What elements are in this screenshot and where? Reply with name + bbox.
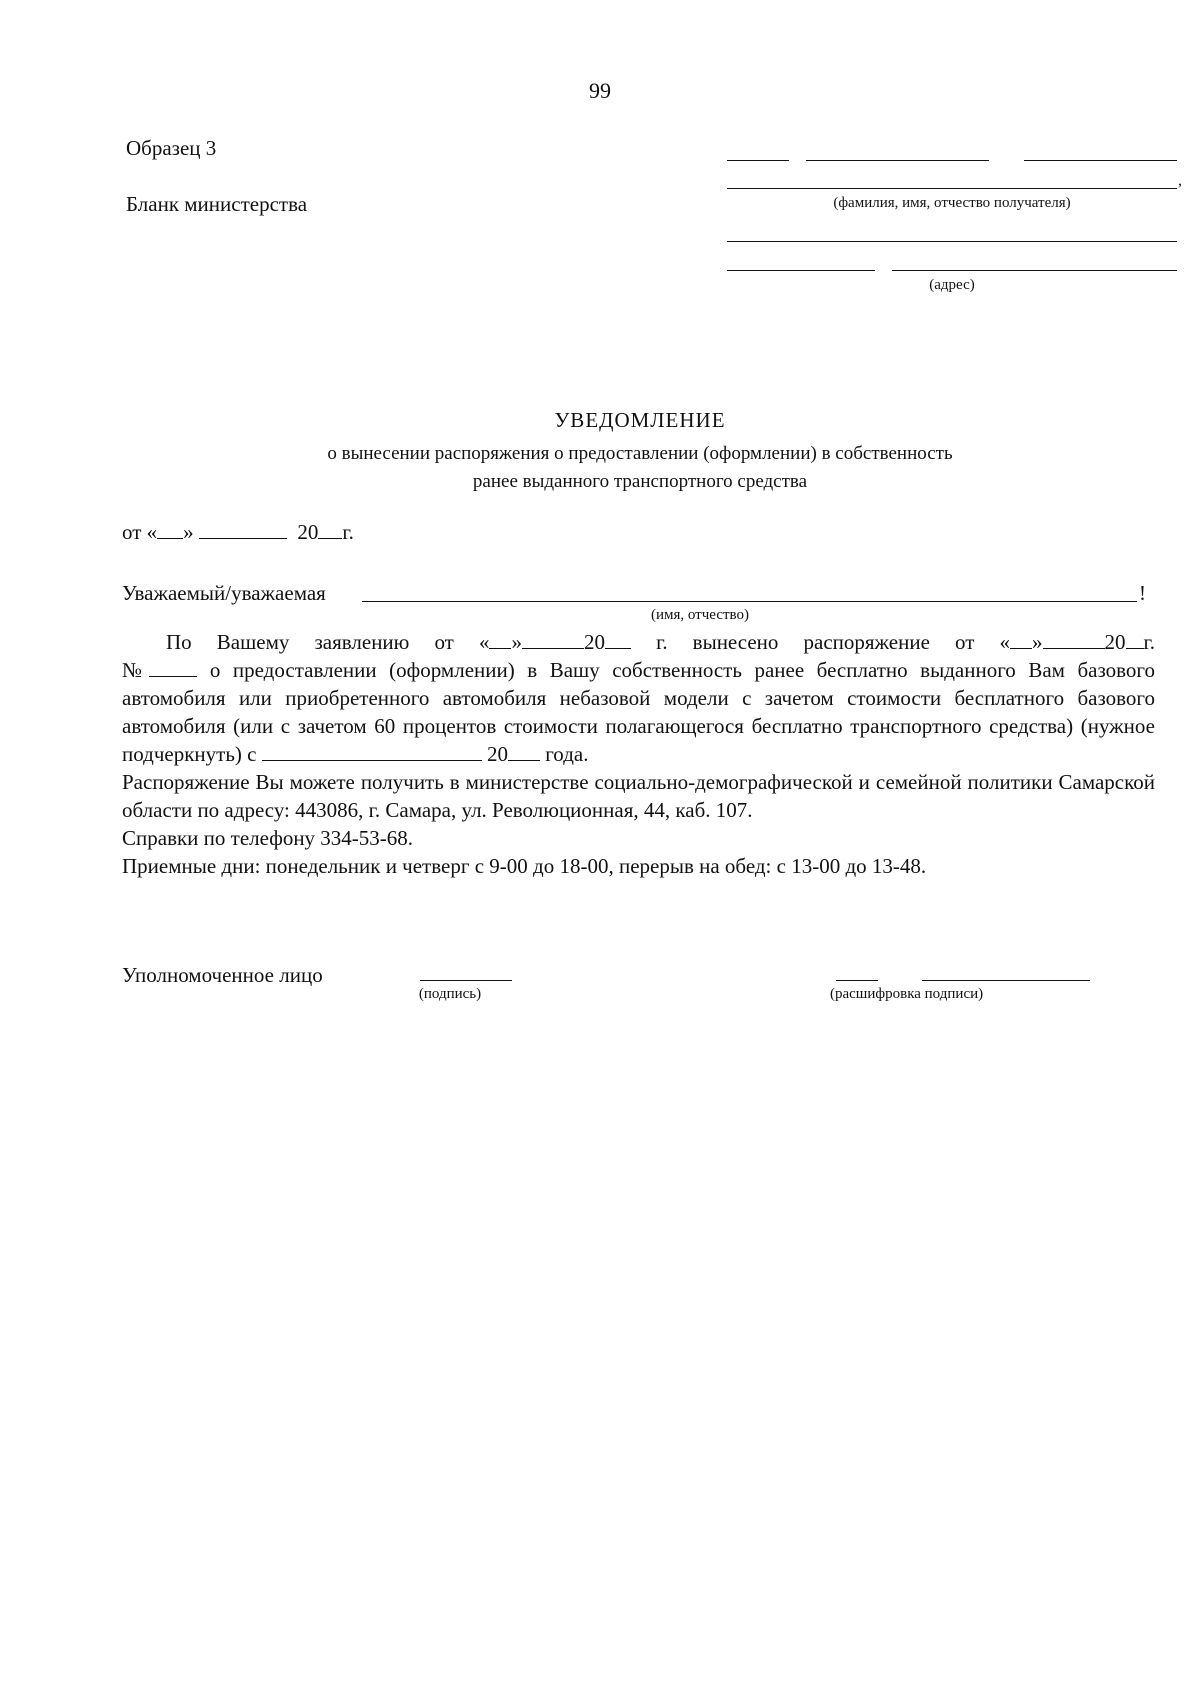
recipient-address-caption: (адрес) xyxy=(929,277,975,293)
application-from-text: По Вашему заявлению от « xyxy=(166,630,490,654)
body-paragraph-4: Приемные дни: понедельник и четверг с 9-00 до 18-00, перерыв на обед: с 13-00 до 13-48. xyxy=(122,854,927,878)
year-prefix: 20 xyxy=(297,520,319,544)
subtitle-line: о вынесении распоряжения о предоставлении (оформлении) в собственность xyxy=(327,443,953,464)
month-blank xyxy=(199,520,287,539)
order-number-blank xyxy=(149,658,197,677)
quote-close: » xyxy=(1032,630,1043,654)
recipient-name-caption: (фамилия, имя, отчество получателя) xyxy=(833,195,1071,211)
year-suffix: г. xyxy=(342,520,354,544)
since-year-suffix: года. xyxy=(545,742,589,766)
recipient-line xyxy=(727,160,789,161)
application-day-blank xyxy=(489,630,511,649)
decoding-line xyxy=(922,980,1090,981)
body-paragraph-2: Распоряжение Вы можете получить в министерстве социально-демографической и семейной политики Самарской области по адресу: 443086, г. Самара, ул. Революционная, 44, каб. 107. xyxy=(122,770,1155,822)
body-paragraph-1-line-1 xyxy=(122,628,1155,656)
subtitle-line: ранее выданного транспортного средства xyxy=(472,471,808,492)
recipient-line xyxy=(1024,160,1177,161)
document-title: УВЕДОМЛЕНИЕ xyxy=(554,408,726,432)
recipient-line xyxy=(806,160,989,161)
signature-caption: (подпись) xyxy=(418,986,482,1002)
order-issued-text: г. вынесено распоряжение от « xyxy=(656,630,1011,654)
page-number: 99 xyxy=(589,78,611,103)
order-year-blank xyxy=(1126,630,1144,649)
decoding-line xyxy=(836,980,878,981)
recipient-line xyxy=(892,270,1177,271)
document-subtitle xyxy=(0,440,1200,496)
application-year-prefix: 20 xyxy=(583,630,605,654)
notice-date-line xyxy=(122,520,354,545)
quote-close: » xyxy=(511,630,522,654)
since-year-blank xyxy=(508,742,540,761)
order-year-suffix: г. xyxy=(1143,630,1156,654)
date-quote-close: » xyxy=(183,520,194,544)
date-from-text: от « xyxy=(122,520,158,544)
application-month-blank xyxy=(522,630,584,649)
signature-line xyxy=(420,980,512,981)
greeting-name-line xyxy=(362,601,1137,602)
number-sign: № xyxy=(122,658,150,682)
since-year-prefix: 20 xyxy=(486,742,508,766)
comma-mark: , xyxy=(1178,172,1182,189)
decoding-caption: (расшифровка подписи) xyxy=(830,986,984,1002)
order-day-blank xyxy=(1010,630,1032,649)
sample-label: Образец 3 xyxy=(126,136,217,160)
greeting-name-caption: (имя, отчество) xyxy=(650,607,750,623)
recipient-line xyxy=(727,188,1177,189)
application-year-blank xyxy=(605,630,631,649)
recipient-line xyxy=(727,241,1177,242)
ministry-blank-label: Бланк министерства xyxy=(126,192,308,216)
notice-body xyxy=(122,628,1155,880)
greeting-exclamation: ! xyxy=(1139,581,1146,605)
order-month-blank xyxy=(1043,630,1105,649)
recipient-line xyxy=(727,270,875,271)
authorized-person-label: Уполномоченное лицо xyxy=(122,963,323,987)
since-date-blank xyxy=(262,742,482,761)
day-blank xyxy=(157,520,183,539)
order-year-prefix: 20 xyxy=(1104,630,1126,654)
body-paragraph-1-rest xyxy=(122,656,1155,768)
year-blank xyxy=(318,520,342,539)
order-description-text: о предоставлении (оформлении) в Вашу собственность ранее бесплатно выданного Вам базового автомобиля или приобретенного автомобиля небазовой модели с зачетом стоимости бесплатного базового автомобиля (или с зачетом 60 процентов стоимости полагающегося бесплатно транспортного средства) (нужное подчеркнуть) с xyxy=(122,658,1155,766)
greeting-label: Уважаемый/уважаемая xyxy=(122,581,326,605)
body-paragraph-3: Справки по телефону 334-53-68. xyxy=(122,826,414,850)
